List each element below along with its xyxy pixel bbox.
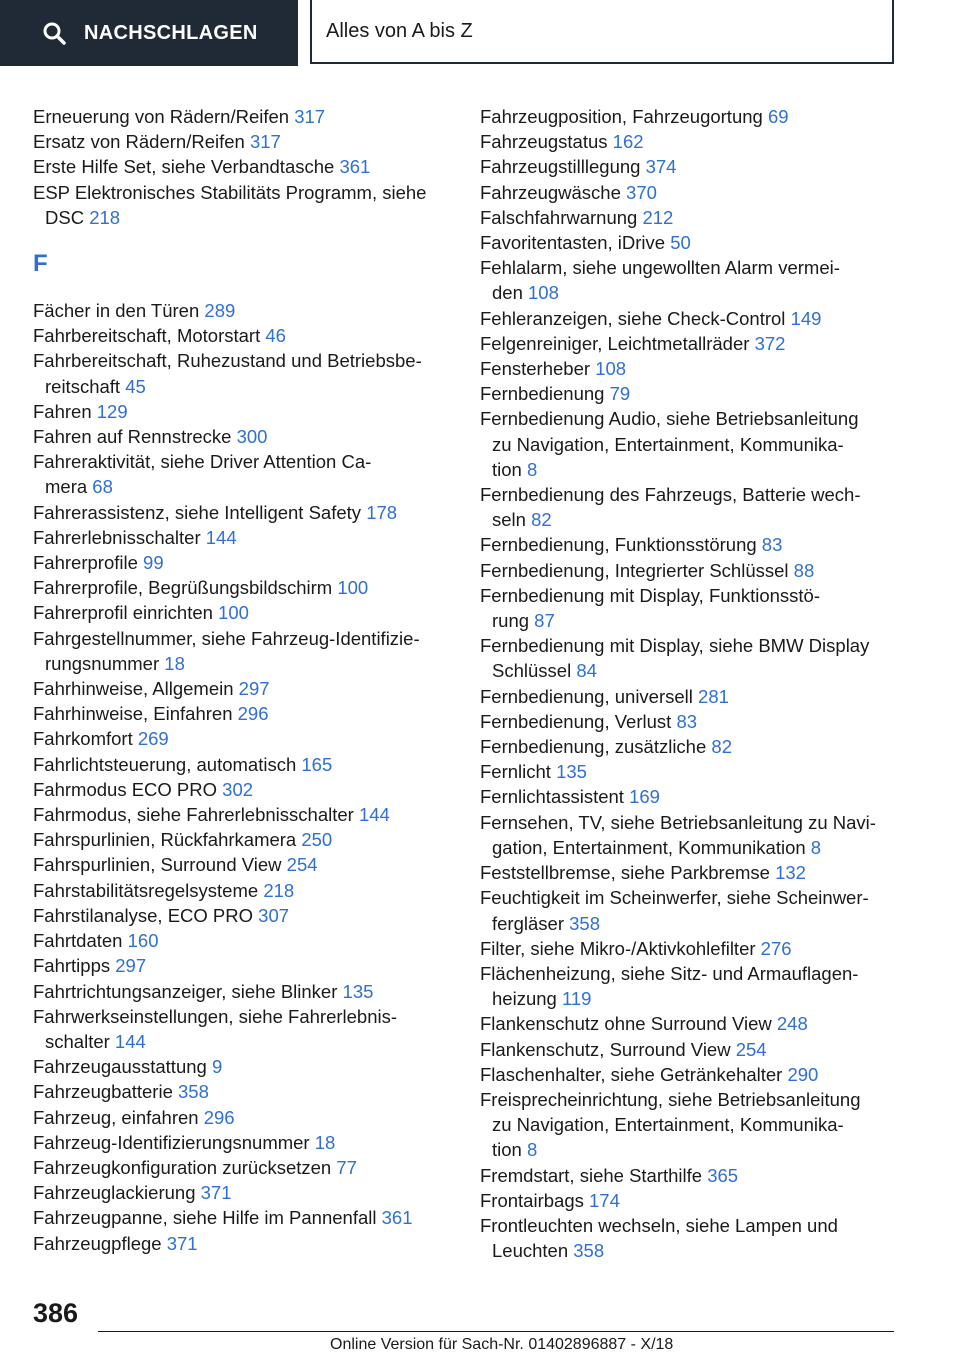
index-entry-text: Fahrhinweise, Einfahren — [33, 703, 233, 725]
index-entry-text: Ersatz von Rädern/Reifen — [33, 131, 245, 153]
index-entry — [480, 1011, 910, 1036]
index-entry-text: Fernlichtassistent — [480, 786, 624, 808]
index-entry-text: heizung — [492, 988, 557, 1010]
index-entry-text: Feststellbremse, siehe Parkbremse — [480, 862, 770, 884]
index-entry — [33, 1130, 453, 1155]
index-entry — [480, 734, 910, 759]
index-entry-text: Fremdstart, siehe Starthilfe — [480, 1164, 703, 1186]
index-entry — [480, 784, 910, 809]
index-entry-text: Fehleranzeigen, siehe Check-Control — [480, 307, 786, 329]
page-reference-link[interactable]: 8 — [526, 1139, 538, 1161]
page-reference-link[interactable]: 144 — [114, 1030, 146, 1052]
index-entry-text: Fahrbereitschaft, Motorstart — [33, 325, 261, 347]
index-entry — [33, 600, 453, 625]
index-entry-text: gation, Entertainment, Kommunikation — [492, 836, 806, 858]
index-entry-text: Fahrspurlinien, Surround View — [33, 854, 282, 876]
index-entry-text: Frontleuchten wechseln, siehe Lampen und — [480, 1214, 838, 1236]
index-entry-text: Freisprecheinrichtung, siehe Betriebsanleitung — [480, 1088, 861, 1110]
index-entry-text: Fahrerassistenz, siehe Intelligent Safety — [33, 501, 362, 523]
index-entry — [480, 406, 910, 482]
index-entry — [480, 482, 910, 532]
page-reference-link[interactable]: 250 — [301, 829, 333, 851]
index-entry-text: seln — [492, 509, 526, 531]
page-reference-link[interactable]: 371 — [166, 1232, 198, 1254]
index-entry-text: Fahrkomfort — [33, 728, 133, 750]
index-entry — [33, 1180, 453, 1205]
page-reference-link[interactable]: 160 — [127, 930, 159, 952]
page-reference-link[interactable]: 100 — [218, 602, 249, 624]
index-entry — [480, 356, 910, 381]
search-icon[interactable] — [42, 20, 68, 46]
index-entry-text: Erste Hilfe Set, siehe Verbandtasche — [33, 156, 335, 178]
index-entry — [480, 205, 910, 230]
index-entry — [33, 802, 453, 827]
index-entry — [33, 180, 453, 230]
index-entry-text: Fahrgestellnummer, siehe Fahrzeug-Identifizie- — [33, 627, 420, 649]
page-reference-link[interactable]: 100 — [337, 577, 369, 599]
page-reference-link[interactable]: 108 — [595, 358, 627, 380]
index-entry-text: Fahrlichtsteuerung, automatisch — [33, 753, 297, 775]
page-reference-link[interactable]: 18 — [164, 652, 185, 674]
page-number: 386 — [33, 1298, 79, 1328]
index-entry — [33, 1004, 453, 1054]
index-entry — [480, 961, 910, 1011]
index-entry — [33, 626, 453, 676]
page-reference-link[interactable]: 162 — [612, 131, 644, 153]
page-reference-link[interactable]: 46 — [265, 325, 286, 347]
index-entry-text: rungsnummer — [45, 652, 160, 674]
index-entry-text: zu Navigation, Entertainment, Kommunika- — [492, 1114, 844, 1136]
page-reference-link[interactable]: 132 — [775, 862, 806, 884]
index-entry-text: Fahrzeug-Identifizierungsnummer — [33, 1131, 310, 1153]
index-entry-text: Fernbedienung des Fahrzeugs, Batterie wech- — [480, 484, 861, 506]
page-reference-link[interactable]: 317 — [294, 106, 326, 127]
index-entry — [33, 525, 453, 550]
index-entry — [480, 558, 910, 583]
index-entry-text: Fahrzeugkonfiguration zurücksetzen — [33, 1156, 332, 1178]
index-entry-text: Feuchtigkeit im Scheinwerfer, siehe Scheinwer- — [480, 887, 869, 909]
page-reference-link[interactable]: 281 — [698, 685, 729, 707]
index-entry — [480, 583, 910, 633]
index-entry — [480, 331, 910, 356]
index-entry-text: Fernbedienung, Integrierter Schlüssel — [480, 559, 789, 581]
page-reference-link[interactable]: 88 — [793, 559, 815, 581]
page-reference-link[interactable]: 361 — [381, 1207, 413, 1229]
page-reference-link[interactable]: 218 — [263, 879, 295, 901]
index-entry — [33, 701, 453, 726]
index-entry-text: Fahrzeugbatterie — [33, 1081, 173, 1103]
index-entry-text: Fernbedienung, Verlust — [480, 710, 672, 732]
index-entry — [33, 1205, 453, 1230]
index-entry-text: Fahrzeugstilllegung — [480, 156, 641, 178]
index-entry-text: Fahren auf Rennstrecke — [33, 426, 232, 448]
index-entry-text: zu Navigation, Entertainment, Kommunika- — [492, 433, 844, 455]
index-entry — [480, 255, 910, 305]
index-entry-text: Fahrmodus, siehe Fahrerlebnisschalter — [33, 804, 354, 826]
page-reference-link[interactable]: 135 — [556, 761, 587, 783]
index-entry — [480, 1062, 910, 1087]
index-entry-text: fergläser — [492, 912, 564, 934]
index-entry — [480, 306, 910, 331]
page-reference-link[interactable]: 254 — [735, 1038, 767, 1060]
chapter-tab[interactable] — [310, 0, 894, 64]
page-reference-link[interactable]: 372 — [754, 332, 786, 354]
index-entry — [33, 1079, 453, 1104]
index-entry-text: Fernbedienung — [480, 383, 605, 405]
page-reference-link[interactable]: 297 — [238, 678, 270, 700]
index-entry-text: Fahrhinweise, Allgemein — [33, 678, 234, 700]
page-reference-link[interactable]: 9 — [211, 1056, 223, 1078]
page-reference-link[interactable]: 370 — [626, 181, 657, 203]
index-entry — [480, 180, 910, 205]
section-tab[interactable] — [0, 0, 298, 66]
index-entry — [33, 1054, 453, 1079]
index-entry — [480, 1163, 910, 1188]
index-entry — [33, 676, 453, 701]
index-entry — [33, 129, 453, 154]
index-entry-text: Leuchten — [492, 1240, 569, 1262]
page-reference-link[interactable]: 296 — [203, 1106, 235, 1128]
page-reference-link[interactable]: 45 — [125, 375, 146, 397]
index-entry-text: Felgenreiniger, Leichtmetallräder — [480, 332, 750, 354]
index-entry-text: Fahrzeugausstattung — [33, 1056, 207, 1078]
index-entry — [480, 230, 910, 255]
index-entry-text: Frontairbags — [480, 1189, 584, 1211]
page-reference-link[interactable]: 289 — [204, 300, 236, 322]
page-reference-link[interactable]: 169 — [629, 786, 660, 808]
page-reference-link[interactable]: 99 — [143, 552, 164, 574]
index-entry-text: Flaschenhalter, siehe Getränkehalter — [480, 1063, 783, 1085]
index-entry-text: Erneuerung von Rädern/Reifen — [33, 106, 290, 127]
index-entry — [33, 953, 453, 978]
index-entry — [33, 903, 453, 928]
index-entry — [33, 928, 453, 953]
page-reference-link[interactable]: 178 — [366, 501, 398, 523]
index-entry-text: Fernlicht — [480, 761, 551, 783]
page-reference-link[interactable]: 144 — [358, 804, 390, 826]
index-entry — [33, 777, 453, 802]
page-reference-link[interactable]: 218 — [89, 206, 121, 228]
index-entry-text: Favoritentasten, iDrive — [480, 232, 666, 254]
index-entry-text: Fahrerlebnisschalter — [33, 526, 201, 548]
index-entry-text: DSC — [45, 206, 85, 228]
index-entry-text: Flankenschutz, Surround View — [480, 1038, 731, 1060]
index-entry — [33, 298, 453, 323]
page-reference-link[interactable]: 317 — [249, 131, 281, 153]
index-entry — [480, 936, 910, 961]
index-entry-text: schalter — [45, 1030, 110, 1052]
index-entry — [480, 860, 910, 885]
index-entry-text: mera — [45, 476, 88, 498]
index-entry — [33, 575, 453, 600]
index-letter-heading: F — [33, 250, 48, 278]
index-entry-text: Fernbedienung mit Display, siehe BMW Display — [480, 635, 870, 657]
page-reference-link[interactable]: 8 — [810, 836, 822, 858]
page-reference-link[interactable]: 302 — [222, 778, 254, 800]
index-entry-text: Fahrzeugwäsche — [480, 181, 621, 203]
index-entry-text: Fahrtdaten — [33, 930, 123, 952]
page-reference-link[interactable]: 119 — [561, 988, 592, 1010]
page-reference-link[interactable]: 297 — [115, 955, 147, 977]
page-reference-link[interactable]: 365 — [707, 1164, 739, 1186]
index-entry — [480, 104, 910, 129]
index-entry-text: Fehlalarm, siehe ungewollten Alarm vermei- — [480, 257, 840, 279]
page-reference-link[interactable]: 135 — [342, 980, 374, 1002]
index-entry — [33, 154, 453, 179]
page-reference-link[interactable]: 296 — [237, 703, 269, 725]
index-entry-text: tion — [492, 1139, 522, 1161]
index-entry — [33, 1155, 453, 1180]
page-reference-link[interactable]: 371 — [200, 1182, 232, 1204]
page-reference-link[interactable]: 144 — [205, 526, 237, 548]
index-entry — [33, 979, 453, 1004]
index-entry-text: Fahrmodus ECO PRO — [33, 778, 218, 800]
page-reference-link[interactable]: 374 — [645, 156, 677, 178]
page-reference-link[interactable]: 307 — [258, 904, 290, 926]
chapter-title: Alles von A bis Z — [326, 19, 473, 42]
page-reference-link[interactable]: 8 — [526, 458, 538, 480]
index-entry-text: Falschfahrwarnung — [480, 206, 638, 228]
index-entry-text: Flankenschutz ohne Surround View — [480, 1013, 772, 1035]
page-reference-link[interactable]: 149 — [790, 307, 822, 329]
index-entry — [480, 154, 910, 179]
index-entry — [480, 1213, 910, 1263]
page-reference-link[interactable]: 358 — [569, 912, 600, 934]
index-entry-text: den — [492, 282, 523, 304]
index-entry — [480, 1037, 910, 1062]
index-entry-text: Fahrzeugpflege — [33, 1232, 162, 1254]
page-reference-link[interactable]: 290 — [787, 1063, 819, 1085]
index-entry — [33, 348, 453, 398]
index-entry — [33, 550, 453, 575]
page-reference-link[interactable]: 248 — [776, 1013, 808, 1035]
index-entry-text: Fernbedienung, zusätzliche — [480, 736, 707, 758]
index-entry-text: Fernbedienung mit Display, Funktionsstö- — [480, 584, 821, 606]
page-reference-link[interactable]: 361 — [339, 156, 371, 178]
index-entry-text: Fahrbereitschaft, Ruhezustand und Betriebsbe- — [33, 350, 422, 372]
index-entry-text: Fahrerprofile, Begrüßungsbildschirm — [33, 577, 333, 599]
index-entry — [480, 885, 910, 935]
index-entry-text: Fernbedienung, Funktionsstörung — [480, 534, 757, 556]
index-entry — [33, 726, 453, 751]
index-entry-text: Fächer in den Türen — [33, 300, 200, 322]
index-entry — [480, 684, 910, 709]
page-reference-link[interactable]: 77 — [336, 1156, 357, 1178]
page-reference-link[interactable]: 83 — [761, 534, 783, 556]
index-entry-text: Fahrtrichtungsanzeiger, siehe Blinker — [33, 980, 338, 1002]
index-entry — [480, 1188, 910, 1213]
index-entry-text: Fahrzeugstatus — [480, 131, 608, 153]
index-column-left — [33, 104, 453, 1256]
page-reference-link[interactable]: 82 — [531, 509, 552, 531]
page-reference-link[interactable]: 165 — [301, 753, 333, 775]
header-bar — [0, 0, 960, 66]
index-entry — [33, 752, 453, 777]
page-reference-link[interactable]: 174 — [589, 1189, 620, 1211]
page-reference-link[interactable]: 68 — [92, 476, 113, 498]
index-entry — [480, 759, 910, 784]
page-reference-link[interactable]: 276 — [760, 937, 792, 959]
index-entry — [33, 449, 453, 499]
index-entry — [33, 1231, 453, 1256]
page-reference-link[interactable]: 108 — [528, 282, 559, 304]
index-column-right — [480, 104, 910, 1263]
index-entry-text: Fahrerprofile — [33, 552, 138, 574]
page-reference-link[interactable]: 212 — [642, 206, 674, 228]
index-entry — [480, 709, 910, 734]
index-entry-text: tion — [492, 458, 522, 480]
index-entry-text: Fahrzeugpanne, siehe Hilfe im Pannenfall — [33, 1207, 377, 1229]
page-reference-link[interactable]: 358 — [178, 1081, 209, 1103]
index-entry — [33, 1105, 453, 1130]
index-entry — [33, 104, 453, 129]
index-entry-text: Fahrzeugposition, Fahrzeugortung — [480, 106, 763, 127]
page-reference-link[interactable]: 18 — [314, 1131, 336, 1153]
index-entry — [480, 633, 910, 683]
page-reference-link[interactable]: 358 — [573, 1240, 605, 1262]
index-entry — [33, 500, 453, 525]
index-entry-text: Fernbedienung Audio, siehe Betriebsanleitung — [480, 408, 859, 430]
index-entry-text: Fahrerprofil einrichten — [33, 602, 213, 624]
index-entry-text: Fernbedienung, universell — [480, 685, 693, 707]
page-reference-link[interactable]: 300 — [236, 426, 268, 448]
index-entry — [33, 323, 453, 348]
index-entry-text: reitschaft — [45, 375, 121, 397]
index-entry — [480, 129, 910, 154]
section-label: NACHSCHLAGEN — [84, 21, 258, 44]
footer-note: Online Version für Sach-Nr. 01402896887 - X/18 — [330, 1336, 674, 1353]
index-entry — [480, 532, 910, 557]
index-entry — [33, 878, 453, 903]
index-entry-text: Fensterheber — [480, 358, 591, 380]
page-reference-link[interactable]: 82 — [711, 736, 732, 758]
page-reference-link[interactable]: 79 — [609, 383, 631, 405]
index-entry — [480, 810, 910, 860]
index-entry-text: Fahreraktivität, siehe Driver Attention Ca- — [33, 451, 372, 473]
index-entry-text: Flächenheizung, siehe Sitz- und Armauflagen- — [480, 962, 859, 984]
index-entry-text: Schlüssel — [492, 660, 572, 682]
index-entry — [33, 827, 453, 852]
page-reference-link[interactable]: 129 — [96, 400, 128, 422]
index-entry-text: Fernsehen, TV, siehe Betriebsanleitung zu Navi- — [480, 811, 876, 833]
page-reference-link[interactable]: 84 — [576, 660, 597, 682]
page-reference-link[interactable]: 83 — [676, 710, 698, 732]
index-entry-text: Filter, siehe Mikro-/Aktivkohlefilter — [480, 937, 756, 959]
index-entry-text: Fahrspurlinien, Rückfahrkamera — [33, 829, 297, 851]
index-entry-text: Fahrwerkseinstellungen, siehe Fahrerlebnis- — [33, 1005, 398, 1027]
index-entry-text: Fahrtipps — [33, 955, 111, 977]
index-entry-text: rung — [492, 610, 530, 632]
index-entry — [480, 1087, 910, 1163]
index-entry — [33, 424, 453, 449]
index-entry-text: Fahrzeug, einfahren — [33, 1106, 199, 1128]
index-entry-text: Fahrstabilitätsregelsysteme — [33, 879, 259, 901]
index-entry-text: Fahrzeuglackierung — [33, 1182, 196, 1204]
page-reference-link[interactable]: 69 — [767, 106, 789, 127]
index-entry — [33, 399, 453, 424]
index-entry — [33, 852, 453, 877]
index-entry — [480, 381, 910, 406]
page-reference-link[interactable]: 269 — [137, 728, 169, 750]
page-reference-link[interactable]: 254 — [286, 854, 318, 876]
page-reference-link[interactable]: 50 — [670, 232, 691, 254]
index-entry-text: Fahrstilanalyse, ECO PRO — [33, 904, 254, 926]
footer-divider — [98, 1331, 894, 1332]
index-entry-text: ESP Elektronisches Stabilitäts Programm, siehe — [33, 181, 427, 203]
index-entry-text: Fahren — [33, 400, 92, 422]
page-reference-link[interactable]: 87 — [534, 610, 555, 632]
